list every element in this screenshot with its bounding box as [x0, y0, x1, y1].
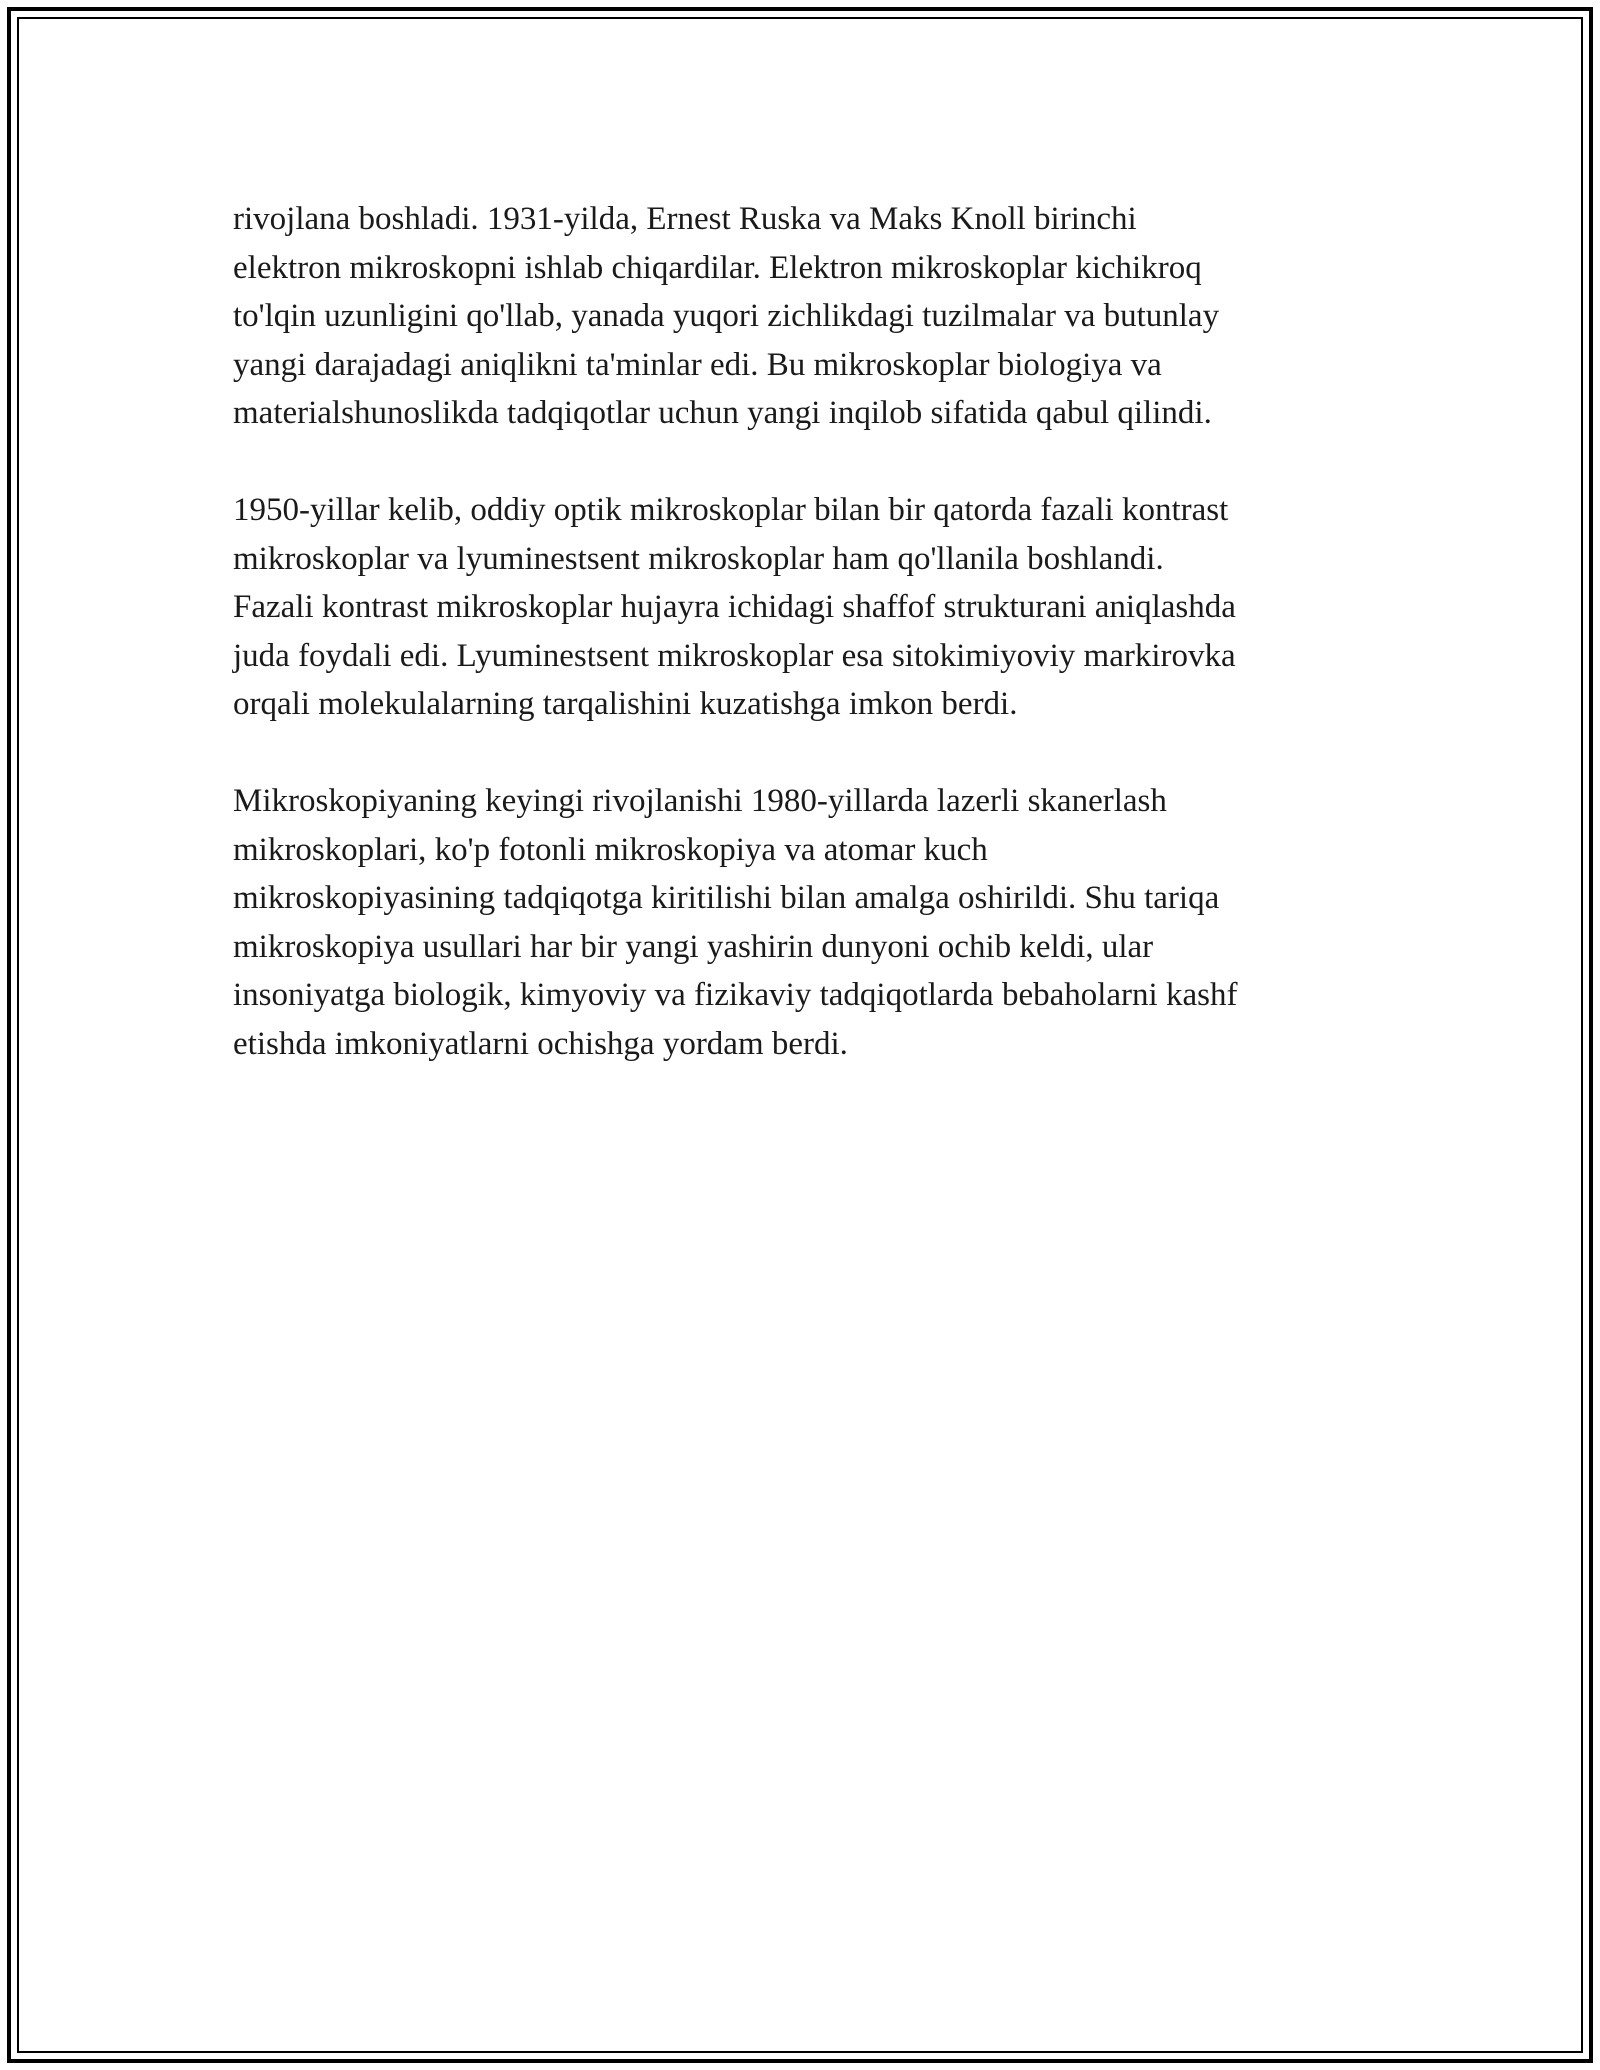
- text-line: mikroskopiyasining tadqiqotga kiritilishi bilan amalga oshirildi. Shu tariqa: [233, 880, 1220, 916]
- page-border: [7, 7, 1593, 2063]
- text-line: mikroskopiya usullari har bir yangi yashirin dunyoni ochib keldi, ular: [233, 928, 1154, 965]
- document-body: [233, 195, 1393, 1117]
- paragraph-2: [233, 486, 1393, 729]
- paragraph-3: [233, 777, 1393, 1068]
- text-line: yangi darajadagi aniqlikni ta'minlar edi. Bu mikroskoplar biologiya va: [233, 346, 1162, 383]
- text-line: materialshunoslikda tadqiqotlar uchun yangi inqilob sifatida qabul qilindi.: [233, 395, 1212, 431]
- text-line: orqali molekulalarning tarqalishini kuzatishga imkon berdi.: [233, 686, 1018, 722]
- text-line: elektron mikroskopni ishlab chiqardilar. Elektron mikroskoplar kichikroq: [233, 249, 1202, 286]
- text-line: Fazali kontrast mikroskoplar hujayra ichidagi shaffof strukturani aniqlashda: [233, 589, 1236, 625]
- text-line: Mikroskopiyaning keyingi rivojlanishi 1980-yillarda lazerli skanerlash: [233, 783, 1167, 819]
- text-line: 1950-yillar kelib, oddiy optik mikroskoplar bilan bir qatorda fazali kontrast: [233, 492, 1229, 528]
- text-line: insoniyatga biologik, kimyoviy va fizikaviy tadqiqotlarda bebaholarni kashf: [233, 977, 1238, 1013]
- text-line: to'lqin uzunligini qo'llab, yanada yuqori zichlikdagi tuzilmalar va butunlay: [233, 298, 1220, 334]
- paragraph-1: [233, 195, 1393, 438]
- text-line: mikroskoplar va lyuminestsent mikroskoplar ham qo'llanila boshlandi.: [233, 540, 1164, 577]
- text-line: etishda imkoniyatlarni ochishga yordam berdi.: [233, 1025, 848, 1062]
- text-line: mikroskoplari, ko'p fotonli mikroskopiya va atomar kuch: [233, 831, 988, 868]
- text-line: rivojlana boshladi. 1931-yilda, Ernest Ruska va Maks Knoll birinchi: [233, 201, 1137, 237]
- text-line: juda foydali edi. Lyuminestsent mikroskoplar esa sitokimiyoviy markirovka: [233, 637, 1236, 674]
